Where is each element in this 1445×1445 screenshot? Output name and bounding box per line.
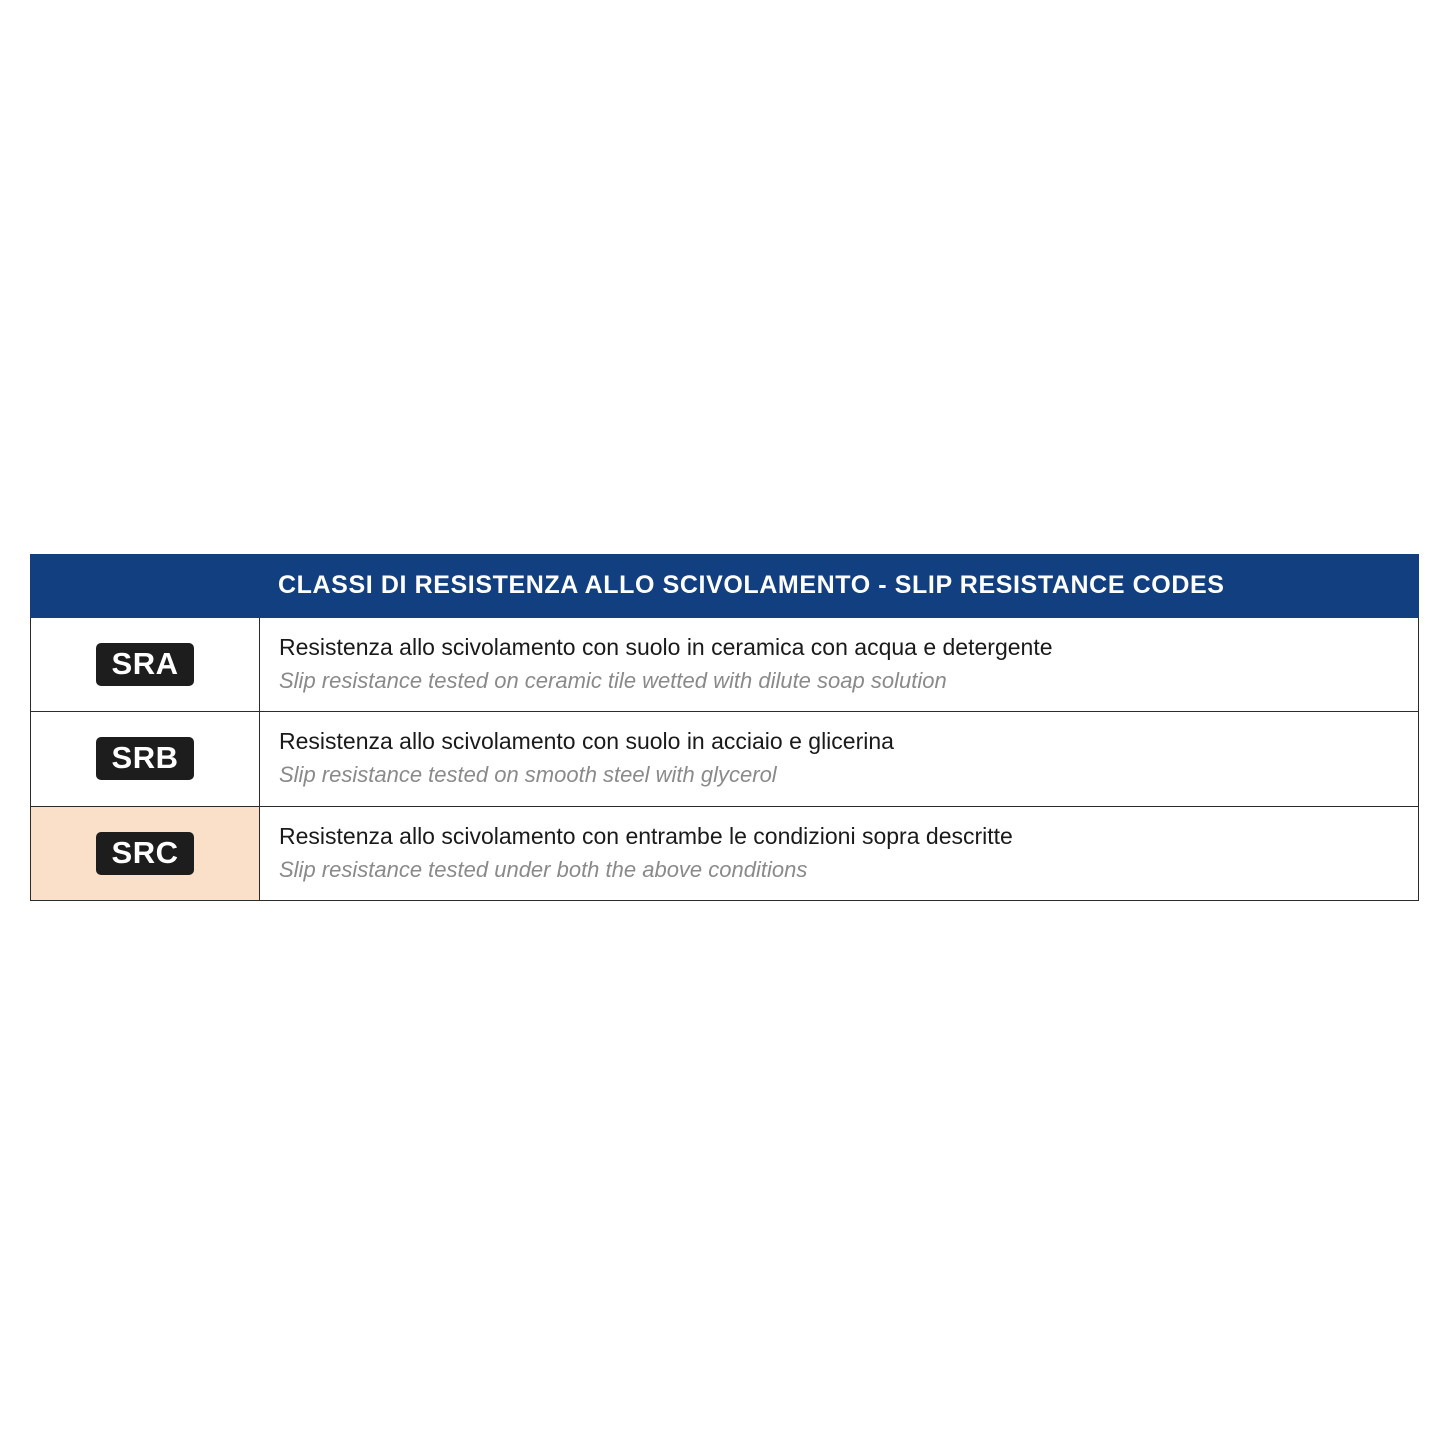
table-row	[31, 617, 1419, 712]
description-english: Slip resistance tested on smooth steel with glycerol	[279, 762, 777, 788]
header-title-cell	[260, 555, 1419, 618]
code-cell-srb	[31, 712, 260, 807]
description-italian: Resistenza allo scivolamento con suolo in ceramica con acqua e detergente	[279, 633, 1053, 660]
table-row	[31, 712, 1419, 807]
table-header	[31, 555, 1419, 618]
status-badge: SRB	[96, 737, 195, 780]
description-english: Slip resistance tested under both the above conditions	[279, 856, 808, 882]
description-cell-src	[260, 806, 1419, 901]
table-row	[31, 806, 1419, 901]
slip-resistance-table	[30, 554, 1419, 901]
status-badge: SRC	[96, 832, 195, 875]
table-body	[31, 617, 1419, 901]
description-italian: Resistenza allo scivolamento con entrambe le condizioni sopra descritte	[279, 822, 1013, 849]
description-cell-srb	[260, 712, 1419, 807]
description-cell-sra	[260, 617, 1419, 712]
description-english: Slip resistance tested on ceramic tile wetted with dilute soap solution	[279, 667, 947, 693]
table-header-row	[31, 555, 1419, 618]
status-badge: SRA	[96, 643, 195, 686]
description-italian: Resistenza allo scivolamento con suolo in acciaio e glicerina	[279, 728, 894, 755]
code-cell-sra	[31, 617, 260, 712]
slip-resistance-table-container	[30, 554, 1419, 901]
header-code-column-spacer	[31, 555, 260, 618]
table-title: CLASSI DI RESISTENZA ALLO SCIVOLAMENTO - SLIP RESISTANCE CODES	[278, 571, 1225, 599]
code-cell-src	[31, 806, 260, 901]
